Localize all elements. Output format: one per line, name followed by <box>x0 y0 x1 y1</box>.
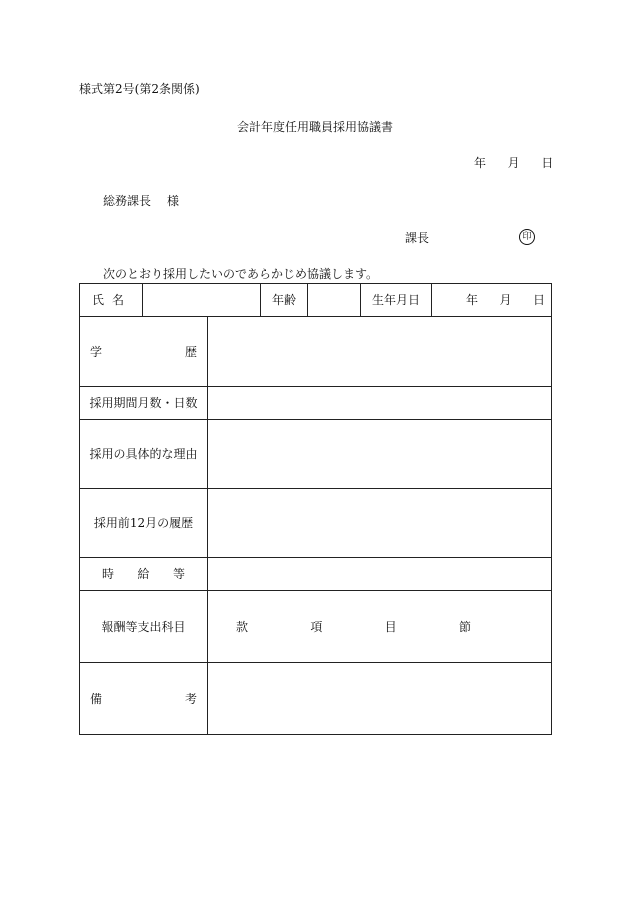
intro-text: 次のとおり採用したいのであらかじめ協議します。 <box>103 267 379 281</box>
expense-field[interactable] <box>208 591 552 663</box>
date-line <box>474 156 553 170</box>
expense-unit-moku: 目 <box>384 619 397 634</box>
birthdate-field[interactable] <box>432 284 552 317</box>
hourly-wage-label-3: 等 <box>172 567 185 581</box>
name-label-2: 名 <box>111 293 124 307</box>
seal-mark: 印 <box>519 229 535 245</box>
period-field[interactable] <box>208 387 552 420</box>
remarks-label-2: 考 <box>184 691 197 706</box>
name-label-1: 氏 <box>92 293 105 307</box>
age-label: 年齢 <box>261 284 308 317</box>
addressee-honorific: 様 <box>167 194 180 208</box>
hourly-wage-field[interactable] <box>208 558 552 591</box>
hourly-wage-label-1: 時 <box>102 567 115 581</box>
date-month: 月 <box>507 156 520 170</box>
addressee <box>103 194 179 208</box>
education-label-1: 学 <box>90 344 103 359</box>
hourly-wage-label-2: 給 <box>137 567 150 581</box>
expense-unit-setsu: 節 <box>458 619 471 634</box>
remarks-label <box>80 663 208 735</box>
remarks-field[interactable] <box>208 663 552 735</box>
reason-field[interactable] <box>208 420 552 489</box>
reason-label: 採用の具体的な理由 <box>80 420 208 489</box>
expense-unit-kou: 項 <box>310 619 323 634</box>
date-day: 日 <box>541 156 554 170</box>
name-field[interactable] <box>143 284 261 317</box>
birth-year-unit: 年 <box>466 293 479 307</box>
history-label: 採用前12月の履歴 <box>80 489 208 558</box>
age-field[interactable] <box>308 284 361 317</box>
hourly-wage-label <box>80 558 208 591</box>
birth-month-unit: 月 <box>499 293 512 307</box>
period-label: 採用期間月数・日数 <box>80 387 208 420</box>
expense-label: 報酬等支出科目 <box>80 591 208 663</box>
history-field[interactable] <box>208 489 552 558</box>
education-field[interactable] <box>208 317 552 387</box>
birth-day-unit: 日 <box>532 293 545 307</box>
document-title: 会計年度任用職員採用協議書 <box>236 120 393 134</box>
date-year: 年 <box>474 156 487 170</box>
application-form-table <box>79 283 552 735</box>
addressee-name: 総務課長 <box>103 194 152 208</box>
education-label <box>80 317 208 387</box>
education-label-2: 歴 <box>184 344 197 359</box>
section-chief: 課長 <box>405 231 430 245</box>
remarks-label-1: 備 <box>90 691 103 706</box>
name-label-cell <box>80 284 143 317</box>
expense-unit-kan: 款 <box>236 619 249 634</box>
form-number: 様式第2号(第2条関係) <box>79 82 200 96</box>
birthdate-label: 生年月日 <box>361 284 432 317</box>
